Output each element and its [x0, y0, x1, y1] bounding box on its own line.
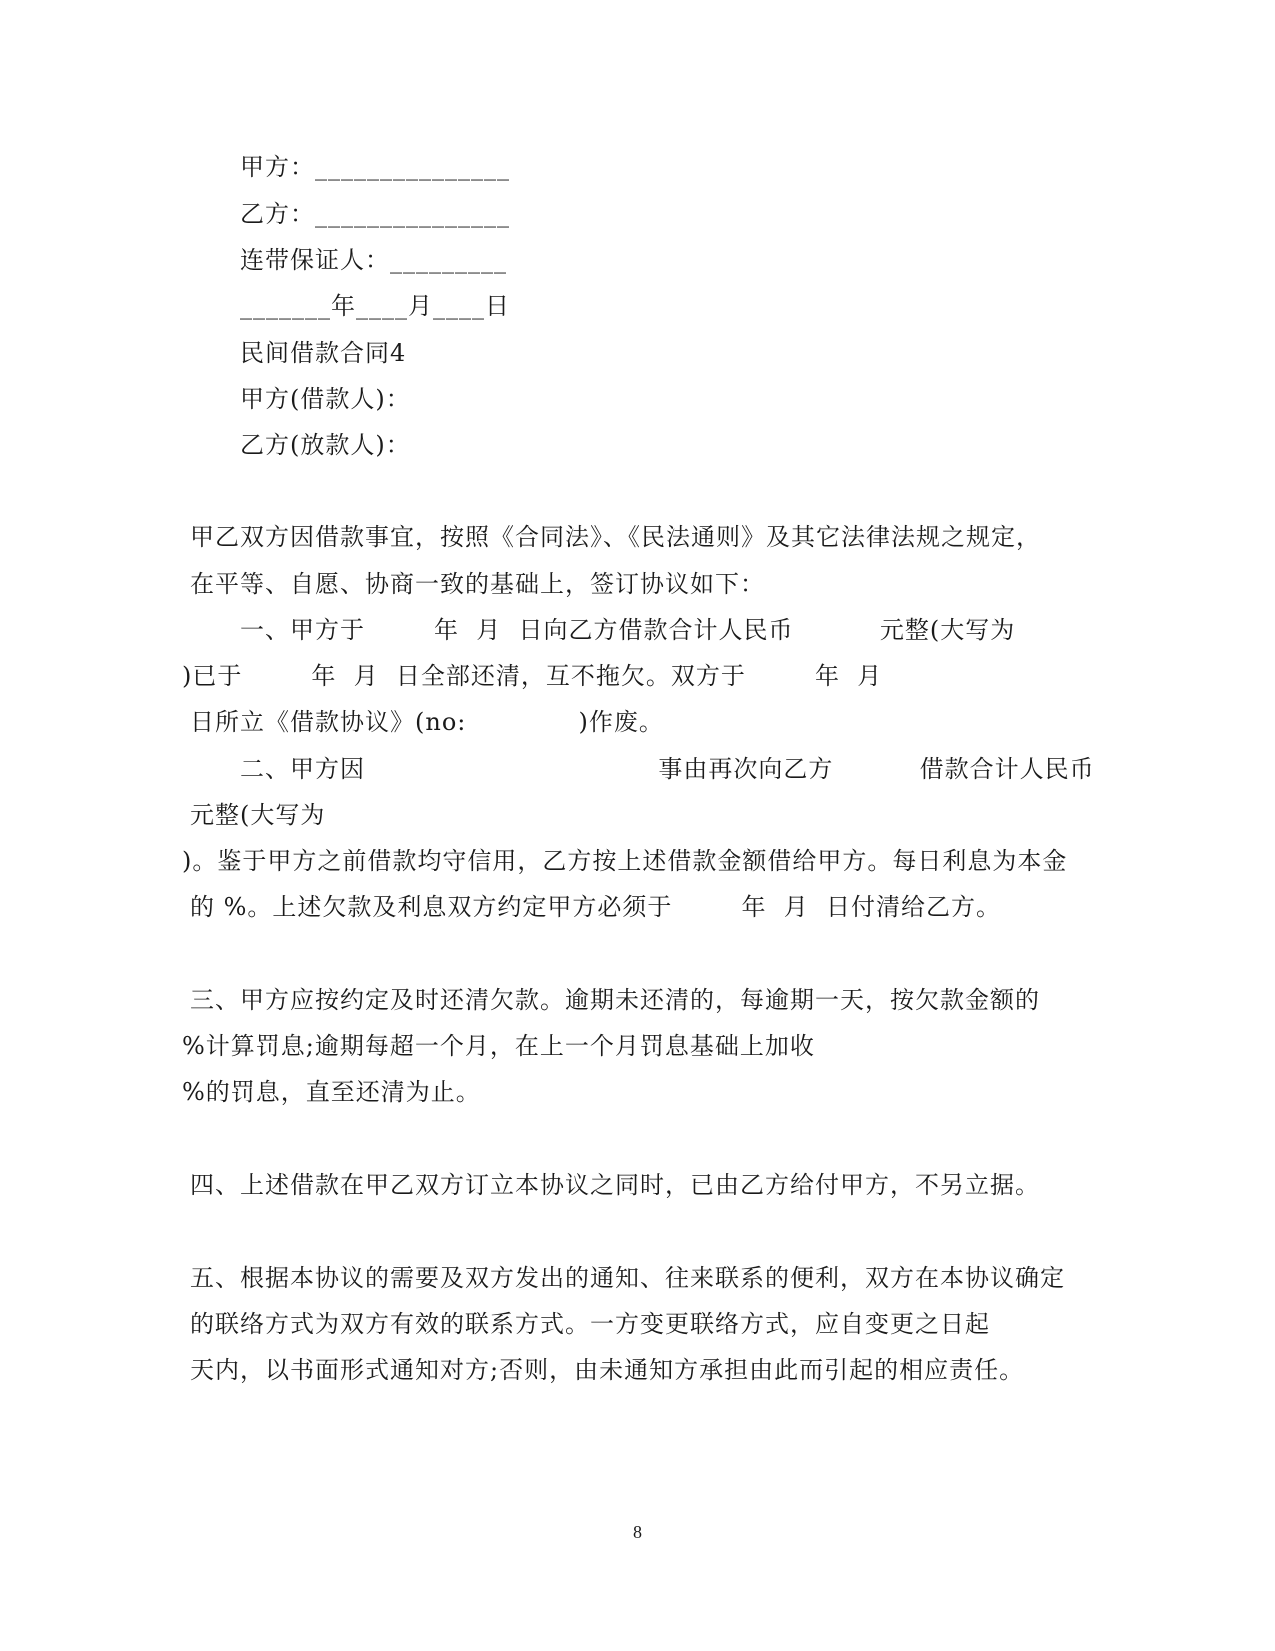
clause-4-line: 四、上述借款在甲乙双方订立本协议之同时，已由乙方给付甲方，不另立据。: [190, 1171, 1040, 1199]
page-number: 8: [633, 1522, 642, 1542]
clause-2-line: 的 %。上述欠款及利息双方约定甲方必须于 年 月 日付清给乙方。: [190, 893, 1001, 921]
date-line: _______年____月____日: [240, 292, 510, 320]
clause-3-line: %的罚息，直至还清为止。: [182, 1078, 481, 1106]
preamble-line: 在平等、自愿、协商一致的基础上，签订协议如下：: [190, 570, 765, 598]
clause-5-line: 天内，以书面形式通知对方;否则，由未通知方承担由此而引起的相应责任。: [190, 1356, 1025, 1384]
clause-1-line: 一、甲方于 年 月 日向乙方借款合计人民币 元整(大写为: [240, 616, 1016, 644]
clause-2-line: 元整(大写为: [190, 801, 326, 829]
clause-2-line: )。鉴于甲方之前借款均守信用，乙方按上述借款金额借给甲方。每日利息为本金: [182, 847, 1068, 875]
guarantor-signature-line: 连带保证人：_________: [240, 246, 507, 274]
clause-2-line: 二、甲方因 事由再次向乙方 借款合计人民币: [240, 755, 1095, 783]
borrower-line: 甲方(借款人)：: [240, 385, 411, 413]
clause-5-line: 五、根据本协议的需要及双方发出的通知、往来联系的便利，双方在本协议确定: [190, 1264, 1065, 1292]
party-b-signature-line: 乙方：_______________: [240, 200, 510, 228]
party-a-signature-line: 甲方：_______________: [240, 153, 510, 181]
lender-line: 乙方(放款人)：: [240, 431, 411, 459]
clause-1-line: 日所立《借款协议》(no: )作废。: [190, 708, 664, 736]
clause-3-line: 三、甲方应按约定及时还清欠款。逾期未还清的，每逾期一天，按欠款金额的: [190, 986, 1040, 1014]
contract-title: 民间借款合同4: [240, 339, 407, 367]
clause-5-line: 的联络方式为双方有效的联系方式。一方变更联络方式，应自变更之日起: [190, 1310, 990, 1338]
preamble-line: 甲乙双方因借款事宜，按照《合同法》、《民法通则》及其它法律法规之规定，: [190, 523, 1041, 551]
clause-1-line: )已于 年 月 日全部还清，互不拖欠。双方于 年 月: [182, 662, 883, 690]
clause-3-line: %计算罚息;逾期每超一个月，在上一个月罚息基础上加收: [182, 1032, 815, 1060]
